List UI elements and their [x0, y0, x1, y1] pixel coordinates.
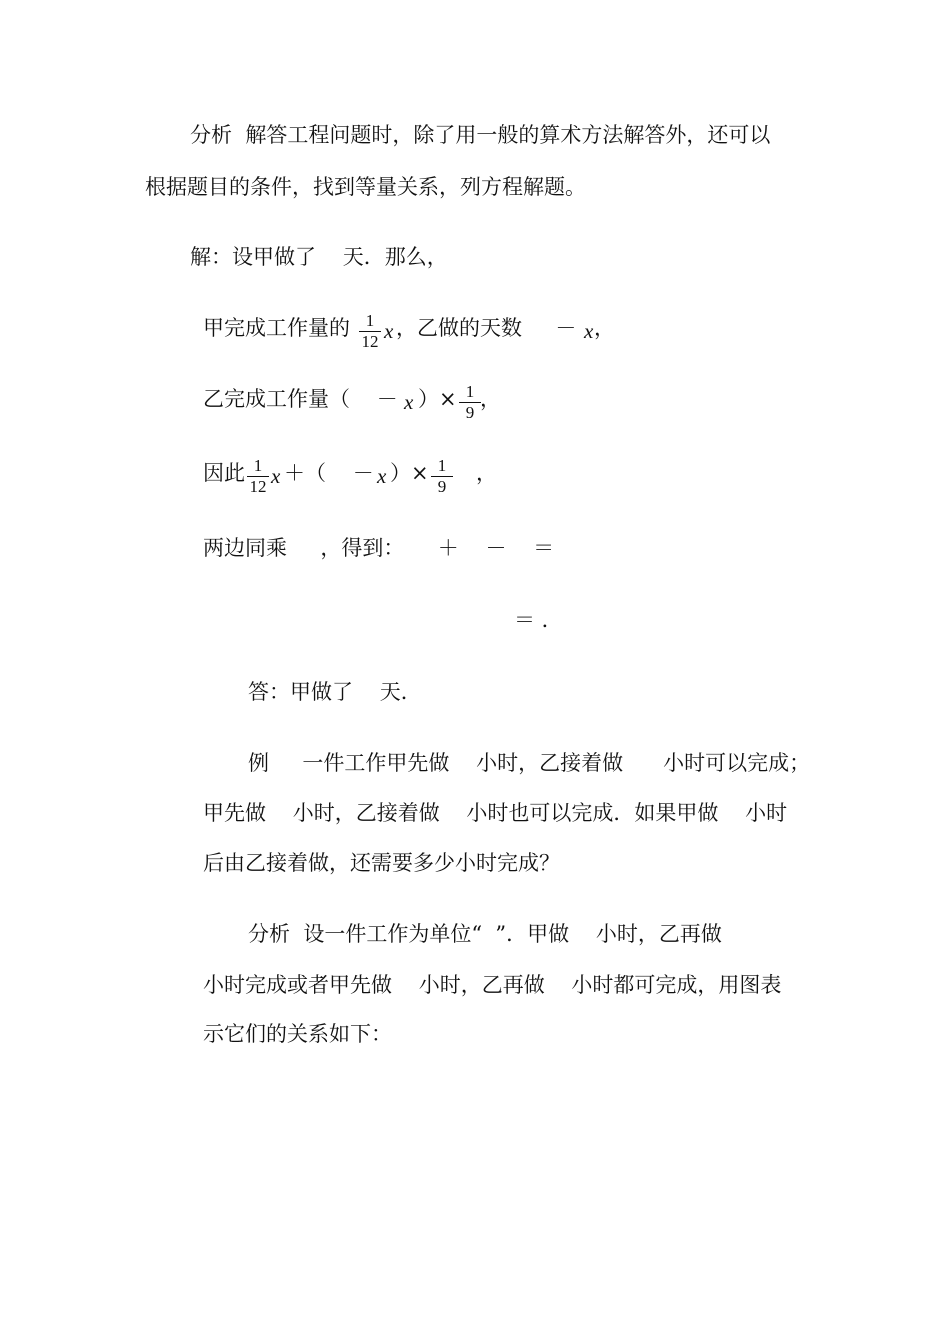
solution-line-c-mid: ＋（ －: [284, 461, 374, 485]
fraction-denominator: 9: [465, 403, 475, 422]
fraction-one-twelfth: [359, 312, 381, 352]
analysis-2-line-1: 分析 设一件工作为单位“ ”．甲做 小时，乙再做: [248, 922, 722, 946]
variable-x: x: [584, 319, 594, 343]
solution-line-d: 两边同乘 ，得到： ＋ － ＝: [203, 536, 555, 560]
fraction-one-twelfth: [247, 457, 269, 497]
fraction-denominator: 12: [361, 332, 379, 351]
solution-intro: 解：设甲做了 天．那么，: [190, 245, 448, 269]
variable-x: x: [377, 464, 387, 488]
solution-answer: 答：甲做了 天．: [248, 680, 422, 704]
fraction-numerator: 1: [359, 312, 381, 332]
variable-x: x: [271, 464, 281, 488]
solution-line-e: ＝ ．: [514, 608, 563, 632]
fraction-one-ninth: [431, 457, 453, 497]
fraction-one-ninth: [459, 383, 481, 423]
variable-x: x: [404, 390, 414, 414]
analysis-2-line-2: 小时完成或者甲先做 小时，乙再做 小时都可完成，用图表: [203, 973, 782, 997]
solution-line-a-prefix: 甲完成工作量的: [203, 316, 350, 340]
fraction-numerator: 1: [247, 457, 269, 477]
fraction-numerator: 1: [459, 383, 481, 403]
fraction-denominator: 12: [249, 477, 267, 496]
analysis-2-line-3: 示它们的关系如下：: [203, 1022, 392, 1046]
fraction-numerator: 1: [431, 457, 453, 477]
analysis-1-line-2: 根据题目的条件，找到等量关系，列方程解题。: [145, 175, 586, 199]
example-line-3: 后由乙接着做，还需要多少小时完成？: [203, 851, 560, 875]
fraction-denominator: 9: [437, 477, 447, 496]
example-line-2: 甲先做 小时，乙接着做 小时也可以完成．如果甲做 小时: [203, 801, 788, 825]
solution-line-b-suffix: ）×: [418, 387, 457, 411]
variable-x: x: [384, 319, 394, 343]
analysis-1-line-1: 分析 解答工程问题时，除了用一般的算术方法解答外，还可以: [190, 123, 771, 147]
solution-line-a-suffix: ，乙做的天数 －: [396, 316, 577, 340]
solution-line-c-mid-2: ）×: [390, 461, 429, 485]
example-line-1: 例 一件工作甲先做 小时，乙接着做 小时可以完成；: [248, 751, 811, 775]
solution-line-b-prefix: 乙完成工作量（ －: [203, 387, 398, 411]
solution-line-c-end: ，: [476, 461, 497, 485]
solution-line-a-end: ，: [594, 316, 615, 340]
solution-line-c-prefix: 因此: [203, 461, 245, 485]
solution-line-b-end: ，: [480, 387, 501, 411]
